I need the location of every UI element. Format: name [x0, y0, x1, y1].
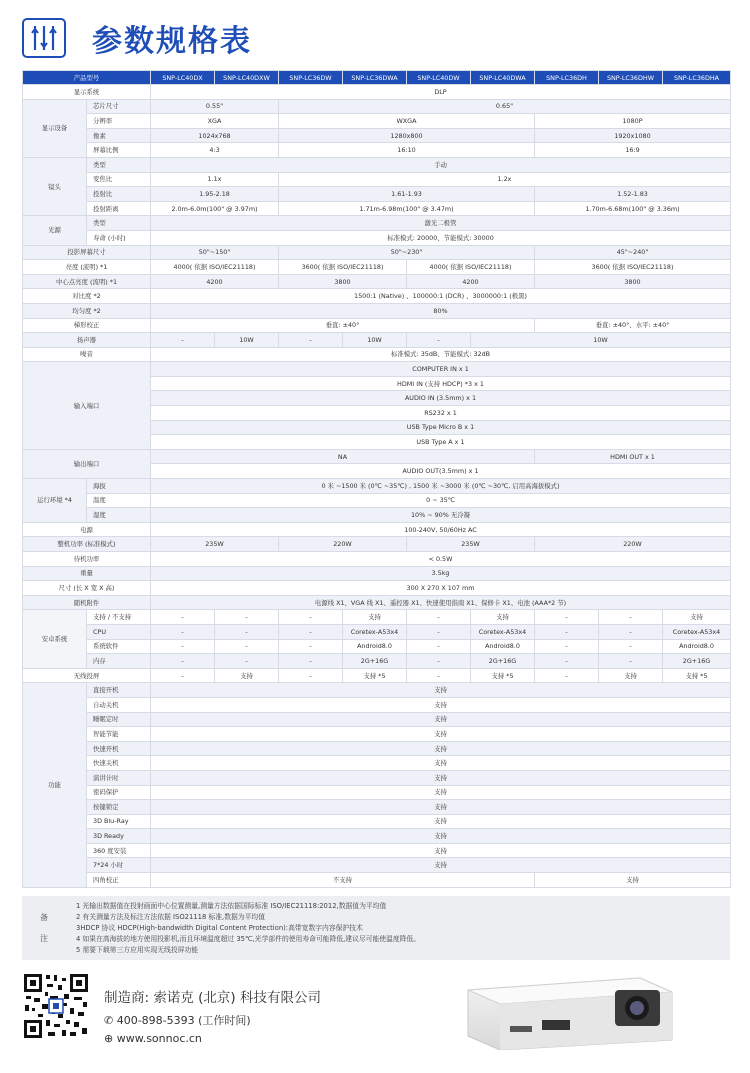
cell-value: 100-240V, 50/60Hz AC	[151, 522, 731, 537]
cell-value: 300 X 270 X 107 mm	[151, 581, 731, 596]
row-label: 密码保护	[87, 785, 151, 800]
row-category: 功能	[23, 683, 87, 887]
table-row	[23, 187, 731, 202]
cell-value: 支持	[471, 610, 535, 625]
table-row	[23, 333, 731, 348]
table-row	[23, 595, 731, 610]
cell-value: 支持	[151, 697, 731, 712]
cell-value: -	[279, 668, 343, 683]
table-header-row	[23, 71, 731, 85]
table-row	[23, 230, 731, 245]
table-row	[23, 362, 731, 377]
model-header: SNP-LC36DWA	[343, 71, 407, 85]
row-label: 像素	[87, 128, 151, 143]
page-header	[22, 14, 732, 59]
cell-value: 电源线 X1、VGA 线 X1、遥控器 X1、快速使用指南 X1、保修卡 X1、电池 (AAA*2 节)	[151, 595, 731, 610]
cell-value: 0.65"	[279, 99, 731, 114]
cell-value: Coretex-A53x4	[343, 624, 407, 639]
row-label: 360 度安装	[87, 843, 151, 858]
header-label: 产品型号	[23, 71, 151, 85]
table-row	[23, 114, 731, 129]
model-header: SNP-LC36DHW	[599, 71, 663, 85]
cell-value: 2.0m-6.0m(100" @ 3.97m)	[151, 201, 279, 216]
row-label: 四角校正	[87, 873, 151, 888]
notes-label	[22, 896, 66, 960]
cell-value: < 0.5W	[151, 552, 731, 567]
cell-value: 1.52-1.83	[535, 187, 731, 202]
cell-value: -	[407, 668, 471, 683]
row-label: 温度	[87, 493, 151, 508]
table-row	[23, 741, 731, 756]
table-row	[23, 245, 731, 260]
cell-value: 不支持	[151, 873, 535, 888]
cell-value: DLP	[151, 85, 731, 100]
row-label: 显示系统	[23, 85, 151, 100]
cell-value: 4000( 依据 ISO/IEC21118)	[151, 260, 279, 275]
table-row	[23, 216, 731, 231]
table-row	[23, 639, 731, 654]
cell-value: -	[279, 654, 343, 669]
table-row	[23, 770, 731, 785]
row-label: 投射距离	[87, 201, 151, 216]
row-label: 系统软件	[87, 639, 151, 654]
cell-value: Coretex-A53x4	[663, 624, 731, 639]
cell-value: HDMI IN (支持 HDCP) *3 x 1	[151, 376, 731, 391]
cell-value: 支持	[151, 712, 731, 727]
cell-value: HDMI OUT x 1	[535, 449, 731, 464]
cell-value: -	[215, 639, 279, 654]
cell-value: Android8.0	[471, 639, 535, 654]
row-label: 自动关机	[87, 697, 151, 712]
cell-value: 0 米 ~1500 米 (0℃ ~35℃) , 1500 米 ~3000 米 (0℃ ~30℃, 启用高海拔模式)	[151, 479, 731, 494]
cell-value: -	[599, 624, 663, 639]
cell-value: NA	[151, 449, 535, 464]
table-row	[23, 260, 731, 275]
cell-value: 4000( 依据 ISO/IEC21118)	[407, 260, 535, 275]
row-label: 7*24 小时	[87, 858, 151, 873]
cell-value: 支持	[151, 814, 731, 829]
cell-value: 支持 *5	[343, 668, 407, 683]
cell-value: USB Type Micro B x 1	[151, 420, 731, 435]
note-item: 5 需要下载第三方应用实现无线投屏功能	[76, 946, 199, 954]
note-item: 1 光输出数据值在投射画面中心位置测量,测量方法依据国际标准 ISO/IEC21118:2012,数据值为平均值	[76, 902, 387, 910]
row-label: 噪音	[23, 347, 151, 362]
cell-value: 支持	[343, 610, 407, 625]
cell-value: 垂直: ±40°、水平: ±40°	[535, 318, 731, 333]
cell-value: -	[407, 654, 471, 669]
cell-value: 手动	[151, 157, 731, 172]
cell-value: -	[407, 610, 471, 625]
footer	[22, 970, 730, 1070]
cell-value: 支持	[151, 770, 731, 785]
cell-value: 支持	[151, 843, 731, 858]
cell-value: 标准模式: 20000、节能模式: 30000	[151, 230, 731, 245]
model-header: SNP-LC36DW	[279, 71, 343, 85]
cell-value: 1080P	[535, 114, 731, 129]
row-label: 中心点亮度 (流明) *1	[23, 274, 151, 289]
table-row	[23, 668, 731, 683]
table-row	[23, 654, 731, 669]
cell-value: 1.1x	[151, 172, 279, 187]
cell-value: 3800	[535, 274, 731, 289]
cell-value: 10W	[215, 333, 279, 348]
row-label: 无线投屏	[23, 668, 151, 683]
cell-value: Android8.0	[343, 639, 407, 654]
cell-value: -	[599, 610, 663, 625]
cell-value: -	[535, 610, 599, 625]
cell-value: 3600( 依据 ISO/IEC21118)	[279, 260, 407, 275]
cell-value: 45"~240"	[535, 245, 731, 260]
qr-code-icon[interactable]	[22, 972, 90, 1040]
cell-value: 支持	[663, 610, 731, 625]
table-row	[23, 318, 731, 333]
cell-value: 1920x1080	[535, 128, 731, 143]
phone-line	[104, 1012, 251, 1028]
row-label: 类型	[87, 157, 151, 172]
cell-value: RS232 x 1	[151, 406, 731, 421]
table-row	[23, 143, 731, 158]
cell-value: -	[535, 654, 599, 669]
cell-value: 支持	[151, 785, 731, 800]
page-title: 参数规格表	[92, 24, 252, 59]
phone-number[interactable]: 400-898-5393 (工作时间)	[116, 1014, 251, 1027]
cell-value: -	[407, 639, 471, 654]
cell-value: Coretex-A53x4	[471, 624, 535, 639]
cell-value: 1.61-1.93	[279, 187, 535, 202]
note-item: 4 如果在高海拔的地方使用投影机,而且环境温度超过 35℃,光学部件的使用寿命可能降低,建议尽可能使温度降低。	[76, 935, 421, 943]
cell-value: 支持	[151, 800, 731, 815]
row-label: 梯形校正	[23, 318, 151, 333]
cell-value: 220W	[535, 537, 731, 552]
table-row	[23, 274, 731, 289]
cell-value: -	[279, 639, 343, 654]
model-header: SNP-LC40DW	[407, 71, 471, 85]
notes-list	[76, 901, 420, 956]
table-row	[23, 873, 731, 888]
notes-label-char: 备	[40, 913, 48, 922]
cell-value: -	[279, 333, 343, 348]
cell-value: 2G+16G	[343, 654, 407, 669]
row-label: CPU	[87, 624, 151, 639]
cell-value: -	[151, 668, 215, 683]
table-row	[23, 727, 731, 742]
cell-value: -	[151, 624, 215, 639]
table-row	[23, 566, 731, 581]
cell-value: 支持 *5	[471, 668, 535, 683]
cell-value: 2G+16G	[663, 654, 731, 669]
cell-value: 3800	[279, 274, 407, 289]
cell-value: Android8.0	[663, 639, 731, 654]
cell-value: -	[151, 654, 215, 669]
row-label: 投射比	[87, 187, 151, 202]
cell-value: -	[215, 624, 279, 639]
row-label: 睡眠定时	[87, 712, 151, 727]
manufacturer-text: 制造商: 索诺克 (北京) 科技有限公司	[104, 990, 321, 1006]
row-label: 智能节能	[87, 727, 151, 742]
cell-value: -	[407, 624, 471, 639]
row-label: 芯片尺寸	[87, 99, 151, 114]
cell-value: -	[599, 639, 663, 654]
model-header: SNP-LC40DWA	[471, 71, 535, 85]
cell-value: -	[599, 654, 663, 669]
notes-section	[22, 896, 730, 960]
cell-value: -	[215, 610, 279, 625]
row-category: 镜头	[23, 157, 87, 215]
cell-value: 1280x800	[279, 128, 535, 143]
row-label: 寿命 (小时)	[87, 230, 151, 245]
row-label: 重量	[23, 566, 151, 581]
phone-icon: ✆	[104, 1014, 117, 1027]
note-item: 2 有关测量方法及标注方法依据 ISO21118 标准,数据为平均值	[76, 913, 265, 921]
model-header: SNP-LC40DX	[151, 71, 215, 85]
row-category: 显示设备	[23, 99, 87, 157]
cell-value: 50"~230"	[279, 245, 535, 260]
note-item: 3HDCP 协议 HDCP(High-bandwidth Digital Content Protection):高带宽数字内容保护技术	[76, 924, 363, 932]
cell-value: AUDIO IN (3.5mm) x 1	[151, 391, 731, 406]
row-label: 电源	[23, 522, 151, 537]
row-label: 湿度	[87, 508, 151, 523]
cell-value: 1.2x	[279, 172, 731, 187]
spec-table	[22, 70, 731, 888]
table-row	[23, 800, 731, 815]
row-label: 亮度 (流明) *1	[23, 260, 151, 275]
row-label: 待机功率	[23, 552, 151, 567]
table-row	[23, 843, 731, 858]
cell-value: -	[535, 639, 599, 654]
row-label: 屏幕比例	[87, 143, 151, 158]
cell-value: 支持	[151, 858, 731, 873]
cell-value: XGA	[151, 114, 279, 129]
cell-value: 支持	[599, 668, 663, 683]
cell-value: 激光二极管	[151, 216, 731, 231]
model-header: SNP-LC40DXW	[215, 71, 279, 85]
cell-value: 10% ~ 90% 无冷凝	[151, 508, 731, 523]
cell-value: -	[279, 624, 343, 639]
row-label: 快速开机	[87, 741, 151, 756]
table-row	[23, 508, 731, 523]
table-row	[23, 201, 731, 216]
cell-value: 235W	[407, 537, 535, 552]
cell-value: 50"~150"	[151, 245, 279, 260]
table-row	[23, 449, 731, 464]
cell-value: 10W	[471, 333, 731, 348]
table-row	[23, 814, 731, 829]
row-label: 变焦比	[87, 172, 151, 187]
table-row	[23, 172, 731, 187]
cell-value: 垂直: ±40°	[151, 318, 535, 333]
row-label: 按键锁定	[87, 800, 151, 815]
projector-image	[450, 970, 676, 1050]
cell-value: 支持	[151, 829, 731, 844]
table-row	[23, 697, 731, 712]
cell-value: 3.5kg	[151, 566, 731, 581]
table-row	[23, 829, 731, 844]
cell-value: USB Type A x 1	[151, 435, 731, 450]
table-row	[23, 493, 731, 508]
cell-value: 1500:1 (Native) 、100000:1 (DCR) 、3000000:1 (极黑)	[151, 289, 731, 304]
row-label: 内存	[87, 654, 151, 669]
table-row	[23, 289, 731, 304]
table-row	[23, 537, 731, 552]
cell-value: 3600( 依据 ISO/IEC21118)	[535, 260, 731, 275]
cell-value: 16:10	[279, 143, 535, 158]
table-row	[23, 785, 731, 800]
table-row	[23, 99, 731, 114]
cell-value: 4:3	[151, 143, 279, 158]
table-row	[23, 522, 731, 537]
row-label: 类型	[87, 216, 151, 231]
row-category: 光源	[23, 216, 87, 245]
cell-value: 10W	[343, 333, 407, 348]
row-label: 整机功率 (标准模式)	[23, 537, 151, 552]
cell-value: 支持	[151, 741, 731, 756]
model-header: SNP-LC36DHA	[663, 71, 731, 85]
cell-value: 支持	[151, 756, 731, 771]
table-row	[23, 858, 731, 873]
table-row	[23, 303, 731, 318]
cell-value: 2G+16G	[471, 654, 535, 669]
row-label: 对比度 *2	[23, 289, 151, 304]
table-row	[23, 479, 731, 494]
cell-value: 220W	[279, 537, 407, 552]
table-row	[23, 128, 731, 143]
row-label: 快速关机	[87, 756, 151, 771]
table-row	[23, 610, 731, 625]
notes-label-char: 注	[40, 934, 48, 943]
cell-value: 标准模式: 35dB、节能模式: 32dB	[151, 347, 731, 362]
table-row	[23, 683, 731, 698]
cell-value: COMPUTER IN x 1	[151, 362, 731, 377]
cell-value: 1.95-2.18	[151, 187, 279, 202]
cell-value: 4200	[151, 274, 279, 289]
table-row	[23, 756, 731, 771]
globe-icon: ⊕	[104, 1032, 117, 1045]
cell-value: -	[535, 668, 599, 683]
cell-value: 1024x768	[151, 128, 279, 143]
cell-value: 支持 *5	[663, 668, 731, 683]
cell-value: 支持	[215, 668, 279, 683]
row-category: 安卓系统	[23, 610, 87, 668]
row-label: 3D Blu-Ray	[87, 814, 151, 829]
cell-value: 支持	[151, 727, 731, 742]
cell-value: AUDIO OUT(3.5mm) x 1	[151, 464, 731, 479]
table-row	[23, 85, 731, 100]
row-category: 输入端口	[23, 362, 151, 450]
cell-value: 支持	[535, 873, 731, 888]
cell-value: -	[535, 624, 599, 639]
row-label: 3D Ready	[87, 829, 151, 844]
cell-value: 1.71m-6.98m(100" @ 3.47m)	[279, 201, 535, 216]
row-label: 尺寸 (长 X 宽 X 高)	[23, 581, 151, 596]
cell-value: 80%	[151, 303, 731, 318]
cell-value: 235W	[151, 537, 279, 552]
row-label: 随机附件	[23, 595, 151, 610]
sliders-icon	[22, 18, 66, 58]
table-row	[23, 347, 731, 362]
table-row	[23, 624, 731, 639]
cell-value: -	[151, 333, 215, 348]
row-label: 投影屏幕尺寸	[23, 245, 151, 260]
row-category: 输出端口	[23, 449, 151, 478]
row-label: 分辨率	[87, 114, 151, 129]
website-line	[104, 1032, 202, 1045]
cell-value: -	[151, 639, 215, 654]
cell-value: 支持	[151, 683, 731, 698]
row-label: 演讲计时	[87, 770, 151, 785]
cell-value: -	[215, 654, 279, 669]
cell-value: 1.70m-6.68m(100" @ 3.36m)	[535, 201, 731, 216]
cell-value: 0 ~ 35℃	[151, 493, 731, 508]
row-label: 直接开机	[87, 683, 151, 698]
cell-value: -	[407, 333, 471, 348]
row-label: 海拔	[87, 479, 151, 494]
website-link[interactable]: www.sonnoc.cn	[116, 1032, 202, 1045]
cell-value: 4200	[407, 274, 535, 289]
table-row	[23, 581, 731, 596]
row-label: 均匀度 *2	[23, 303, 151, 318]
row-label: 支持 / 不支持	[87, 610, 151, 625]
table-row	[23, 552, 731, 567]
cell-value: -	[279, 610, 343, 625]
model-header: SNP-LC36DH	[535, 71, 599, 85]
row-label: 扬声器	[23, 333, 151, 348]
cell-value: 16:9	[535, 143, 731, 158]
table-row	[23, 712, 731, 727]
cell-value: WXGA	[279, 114, 535, 129]
cell-value: -	[151, 610, 215, 625]
row-category: 运行环境 *4	[23, 479, 87, 523]
table-row	[23, 157, 731, 172]
cell-value: 0.55"	[151, 99, 279, 114]
